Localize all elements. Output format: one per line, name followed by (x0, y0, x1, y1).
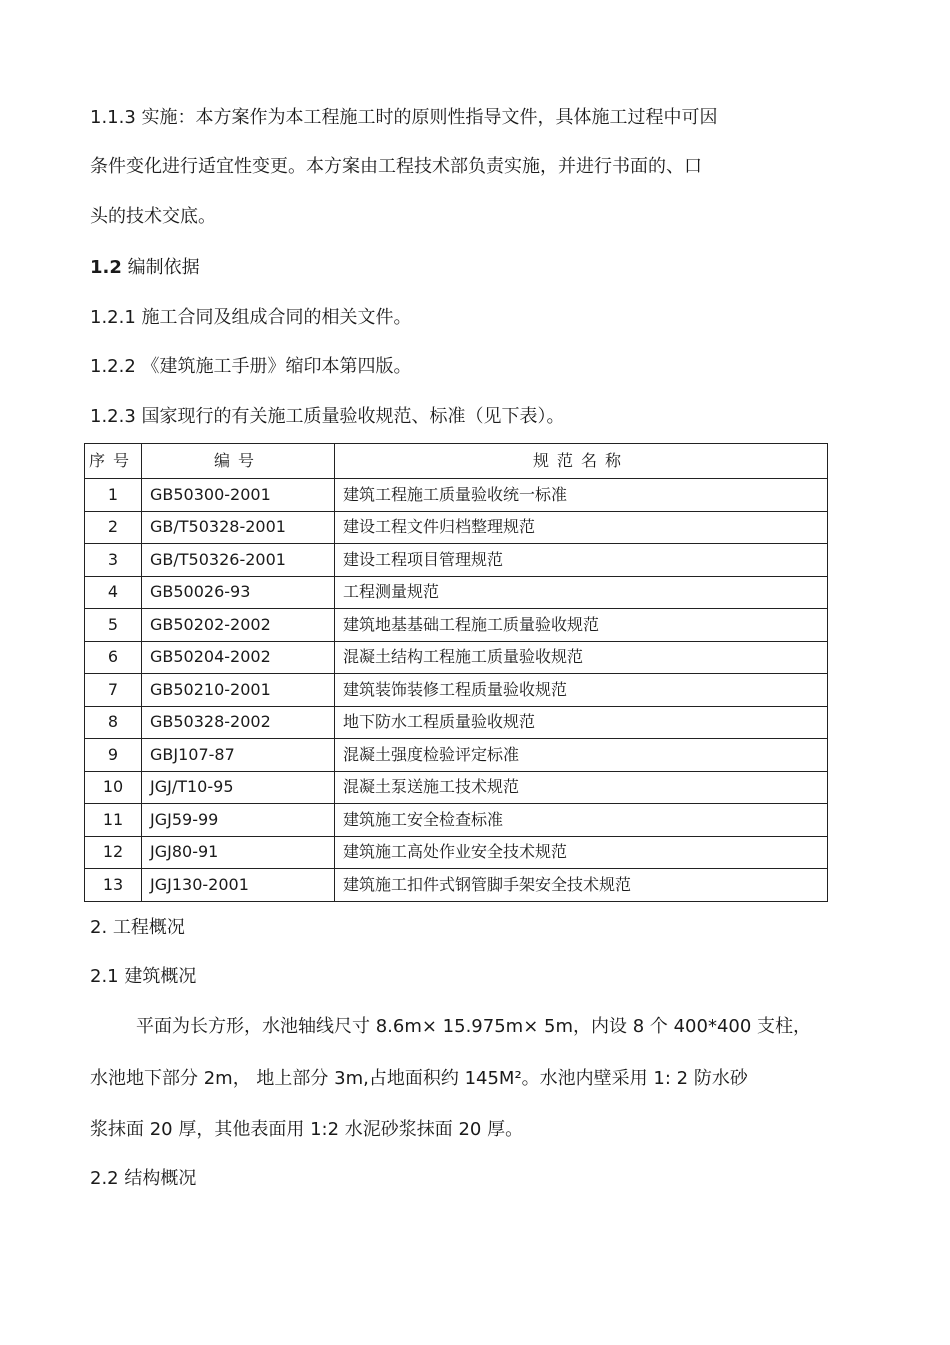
cell-code: GB/T50328-2001 (142, 511, 335, 544)
cell-name: 混凝土泵送施工技术规范 (335, 771, 828, 804)
cell-name: 建筑施工高处作业安全技术规范 (335, 836, 828, 869)
header-code: 编号 (142, 444, 335, 479)
item-1-2-1: 1.2.1 施工合同及组成合同的相关文件。 (90, 307, 412, 328)
table-row (85, 641, 828, 674)
cell-code: JGJ59-99 (142, 804, 335, 837)
cell-name: 工程测量规范 (335, 576, 828, 609)
table-row (85, 804, 828, 837)
cell-code: GB50210-2001 (142, 674, 335, 707)
cell-code: JGJ/T10-95 (142, 771, 335, 804)
cell-name: 混凝土结构工程施工质量验收规范 (335, 641, 828, 674)
cell-seq: 12 (85, 836, 142, 869)
table-row (85, 479, 828, 512)
cell-seq: 10 (85, 771, 142, 804)
cell-code: GB50300-2001 (142, 479, 335, 512)
paragraph-1-1-3-line-3: 头的技术交底。 (90, 206, 216, 227)
cell-code: GB50204-2002 (142, 641, 335, 674)
paragraph-1-1-3-line-2: 条件变化进行适宜性变更。本方案由工程技术部负责实施，并进行书面的、口 (90, 156, 702, 177)
item-1-2-2: 1.2.2 《建筑施工手册》缩印本第四版。 (90, 356, 412, 377)
cell-seq: 11 (85, 804, 142, 837)
cell-seq: 7 (85, 674, 142, 707)
table-row (85, 869, 828, 902)
section-heading-2-2: 2.2 结构概况 (90, 1168, 197, 1189)
cell-name: 建筑施工安全检查标准 (335, 804, 828, 837)
cell-code: GB/T50326-2001 (142, 544, 335, 577)
standards-table (84, 443, 828, 902)
cell-seq: 1 (85, 479, 142, 512)
table-row (85, 576, 828, 609)
cell-name: 混凝土强度检验评定标准 (335, 739, 828, 772)
cell-name: 地下防水工程质量验收规范 (335, 706, 828, 739)
cell-seq: 5 (85, 609, 142, 642)
cell-code: GB50328-2002 (142, 706, 335, 739)
paragraph-2-1-line-1: 平面为长方形，水池轴线尺寸 8.6m× 15.975m× 5m，内设 8 个 400*400 支柱， (136, 1016, 812, 1037)
cell-seq: 3 (85, 544, 142, 577)
table-row (85, 609, 828, 642)
table-row (85, 674, 828, 707)
cell-code: JGJ80-91 (142, 836, 335, 869)
paragraph-2-1-line-2: 水池地下部分 2m， 地上部分 3m,占地面积约 145M²。水池内壁采用 1: 2 防水砂 (90, 1068, 748, 1089)
cell-code: GB50026-93 (142, 576, 335, 609)
cell-name: 建设工程项目管理规范 (335, 544, 828, 577)
cell-name: 建筑工程施工质量验收统一标准 (335, 479, 828, 512)
section-heading-2: 2. 工程概况 (90, 917, 185, 938)
section-heading-2-1: 2.1 建筑概况 (90, 966, 197, 987)
cell-seq: 9 (85, 739, 142, 772)
cell-seq: 13 (85, 869, 142, 902)
cell-code: GB50202-2002 (142, 609, 335, 642)
table-row (85, 544, 828, 577)
table-row (85, 836, 828, 869)
cell-name: 建筑施工扣件式钢管脚手架安全技术规范 (335, 869, 828, 902)
table-row (85, 771, 828, 804)
header-seq: 序号 (85, 444, 142, 479)
table-header-row (85, 444, 828, 479)
cell-seq: 8 (85, 706, 142, 739)
cell-name: 建筑装饰装修工程质量验收规范 (335, 674, 828, 707)
section-heading-1-2 (90, 256, 200, 280)
cell-seq: 4 (85, 576, 142, 609)
section-title: 编制依据 (127, 257, 200, 278)
cell-name: 建筑地基基础工程施工质量验收规范 (335, 609, 828, 642)
table-row (85, 706, 828, 739)
paragraph-1-1-3-line-1: 1.1.3 实施：本方案作为本工程施工时的原则性指导文件，具体施工过程中可因 (90, 107, 718, 128)
cell-code: JGJ130-2001 (142, 869, 335, 902)
section-number: 1.2 (90, 257, 122, 278)
header-name: 规范名称 (335, 444, 828, 479)
cell-seq: 6 (85, 641, 142, 674)
cell-seq: 2 (85, 511, 142, 544)
cell-name: 建设工程文件归档整理规范 (335, 511, 828, 544)
cell-code: GBJ107-87 (142, 739, 335, 772)
item-1-2-3: 1.2.3 国家现行的有关施工质量验收规范、标准（见下表）。 (90, 406, 565, 427)
paragraph-2-1-line-3: 浆抹面 20 厚，其他表面用 1:2 水泥砂浆抹面 20 厚。 (90, 1119, 524, 1140)
table-row (85, 739, 828, 772)
table-row (85, 511, 828, 544)
